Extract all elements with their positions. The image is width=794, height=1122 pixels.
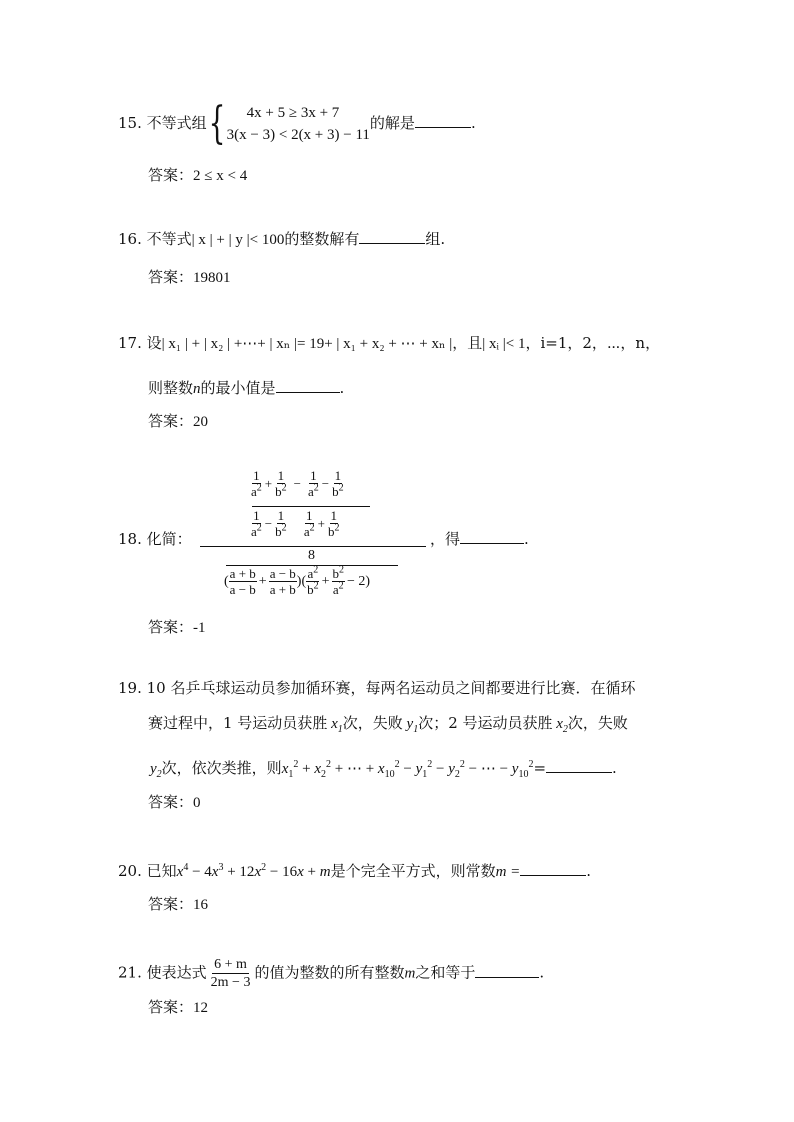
numerator-top: $\frac{1}{a^2}$ + $\frac{1}{b^2}$ − $\frac{1}{a^2}$ − $\frac{1}{b^2}$ xyxy=(251,468,344,499)
question-number: 15. xyxy=(118,114,142,132)
frac: $\frac{a^2}{b^2}$ xyxy=(307,564,319,597)
fraction xyxy=(209,956,253,991)
answer-label: 答案： xyxy=(148,895,194,913)
complex-fraction xyxy=(200,468,426,598)
sum-expression: $x_1^2 + x_2^2$ + ⋯ + $x_{10}^2 - y_1^2 - y_2^2$ − ⋯ − $y_{10}^2$ xyxy=(281,759,534,780)
answer-label: 答案： xyxy=(148,793,194,811)
question-number: 16. xyxy=(118,230,142,248)
text-segment: 次，失败 xyxy=(567,714,628,732)
text-segment: 赛过程中，1 号运动员获胜 xyxy=(148,714,328,732)
frac: $\frac{a - b}{a + b}$ xyxy=(269,566,296,597)
end-punct: 组. xyxy=(425,230,446,248)
answer-label: 答案： xyxy=(148,618,194,636)
answer-17 xyxy=(148,411,208,432)
question-18-suffix xyxy=(430,529,529,549)
answer-label: 答案： xyxy=(148,268,194,286)
question-number: 20. xyxy=(118,862,142,880)
inequality-system xyxy=(207,98,370,149)
text-segment: 的最小值是 xyxy=(200,379,276,397)
answer-20 xyxy=(148,894,208,915)
frac: $\frac{1}{b^2}$ xyxy=(328,508,340,539)
question-number: 19. xyxy=(118,679,142,697)
question-suffix: ，得 xyxy=(430,530,461,548)
end-punct: . xyxy=(612,759,617,777)
answer-value: 19801 xyxy=(193,270,231,286)
question-21 xyxy=(118,956,544,991)
frac: $\frac{a + b}{a - b}$ xyxy=(229,566,256,597)
question-16 xyxy=(118,229,445,250)
polynomial: $x^4 - 4x^3 + 12x^2 - 16x + m$ xyxy=(176,862,331,880)
end-punct: . xyxy=(339,379,345,397)
frac: $\frac{1}{a^2}$ xyxy=(251,468,262,499)
math-var: $x_2$ xyxy=(552,716,568,735)
text-line: 10 名乒乓球运动员参加循环赛，每两名运动员之间都要进行比赛．在循环 xyxy=(146,679,636,697)
frac: $\frac{1}{a^2}$ xyxy=(307,468,319,499)
question-suffix: 之和等于 xyxy=(415,963,476,982)
denominator-expression: ( $\frac{a + b}{a - b}$ + $\frac{a - b}{a + b}$ )( $\frac{a^2}{b^2}$ + $\frac{b^2}{a^2}$ − 2) xyxy=(224,564,371,597)
frac: $\frac{1}{a^2}$ xyxy=(303,508,315,539)
text-segment: ，i=1，2，⋯，n， xyxy=(525,334,661,352)
question-20 xyxy=(118,861,591,882)
condition: | xᵢ |< 1 xyxy=(482,336,526,352)
answer-blank xyxy=(520,861,586,876)
answer-blank xyxy=(475,963,539,978)
answer-15 xyxy=(148,165,247,186)
math-var: $y_2$ xyxy=(150,761,162,780)
answer-value: 2 ≤ x < 4 xyxy=(193,168,248,184)
question-17 xyxy=(118,333,660,354)
inner-bar xyxy=(252,506,370,507)
answer-blank xyxy=(546,758,612,773)
frac: $\frac{1}{b^2}$ xyxy=(275,468,287,499)
numerator-bottom: $\frac{1}{a^2}$ − $\frac{1}{b^2}$ $\frac{1}{a^2}$ + $\frac{1}{b^2}$ xyxy=(251,508,340,539)
text-segment: ，且 xyxy=(452,334,483,352)
variable: n xyxy=(193,381,201,397)
question-19-line-3 xyxy=(150,758,617,779)
text-segment: 次，失败 xyxy=(342,714,403,732)
end-punct: . xyxy=(524,530,529,548)
equals: = xyxy=(533,759,547,777)
text-segment: 则整数 xyxy=(148,379,194,397)
frac: $\frac{1}{a^2}$ xyxy=(251,508,262,539)
denominator-eight: 8 xyxy=(308,548,315,563)
main-fraction-bar xyxy=(200,546,426,547)
answer-blank xyxy=(460,529,524,544)
answer-18 xyxy=(148,617,206,638)
frac: $\frac{b^2}{a^2}$ xyxy=(332,564,345,597)
end-punct: . xyxy=(539,963,545,982)
question-prefix: 已知 xyxy=(146,862,177,880)
answer-16 xyxy=(148,267,231,288)
answer-21 xyxy=(148,997,208,1018)
question-suffix: 是个完全平方式，则常数 xyxy=(330,862,496,880)
end-punct: . xyxy=(586,862,592,880)
frac: $\frac{1}{b^2}$ xyxy=(332,468,344,499)
answer-label: 答案： xyxy=(148,166,194,184)
expression: | x₁ | + | x₂ | +⋯+ | xₙ |= 19+ | x₁ + x₂ + ⋯ + xₙ | xyxy=(161,336,453,352)
expression: | x | + | y |< 100 xyxy=(191,232,285,248)
question-suffix: 的值为整数的所有整数 xyxy=(254,963,405,982)
answer-label: 答案： xyxy=(148,998,194,1016)
answer-19 xyxy=(148,792,201,813)
answer-blank xyxy=(359,229,425,244)
question-number: 17. xyxy=(118,334,142,352)
question-19-line-2 xyxy=(148,713,628,734)
text-segment: 次，依次类推，则 xyxy=(161,759,282,777)
math-var: $x_1$ xyxy=(327,716,343,735)
text-segment: 次；2 号运动员获胜 xyxy=(418,714,553,732)
question-suffix: 的解是 xyxy=(369,114,415,132)
question-number: 18. xyxy=(118,530,142,548)
question-prefix: 不等式组 xyxy=(146,114,207,132)
question-prefix: 化简： xyxy=(146,530,192,548)
answer-label: 答案： xyxy=(148,412,194,430)
answer-value: 20 xyxy=(193,414,209,430)
question-17-line-2 xyxy=(148,378,344,399)
fraction-denominator: 2m − 3 xyxy=(210,975,251,990)
end-punct: . xyxy=(470,114,476,132)
question-15 xyxy=(118,98,476,149)
question-suffix: 的整数解有 xyxy=(284,230,360,248)
answer-value: -1 xyxy=(193,620,206,636)
question-number: 21. xyxy=(118,963,142,982)
fraction-numerator: 6 + m xyxy=(214,957,247,972)
left-brace: { xyxy=(208,98,226,149)
variable: m = xyxy=(495,864,521,880)
frac: $\frac{1}{b^2}$ xyxy=(275,508,287,539)
answer-blank xyxy=(276,378,340,393)
answer-value: 16 xyxy=(193,897,209,913)
math-var: $y_1$ xyxy=(402,716,419,735)
question-prefix: 使表达式 xyxy=(146,963,207,982)
question-18-label xyxy=(118,529,192,549)
question-prefix: 不等式 xyxy=(146,230,192,248)
variable: m xyxy=(404,965,416,982)
inequality-line-1: 4x + 5 ≥ 3x + 7 xyxy=(246,105,340,121)
answer-blank xyxy=(415,113,471,128)
answer-value: 12 xyxy=(193,1000,209,1016)
question-19 xyxy=(118,678,636,698)
answer-value: 0 xyxy=(193,795,201,811)
text-segment: 设 xyxy=(146,334,162,352)
inequality-line-2: 3(x − 3) < 2(x + 3) − 11 xyxy=(226,127,370,143)
